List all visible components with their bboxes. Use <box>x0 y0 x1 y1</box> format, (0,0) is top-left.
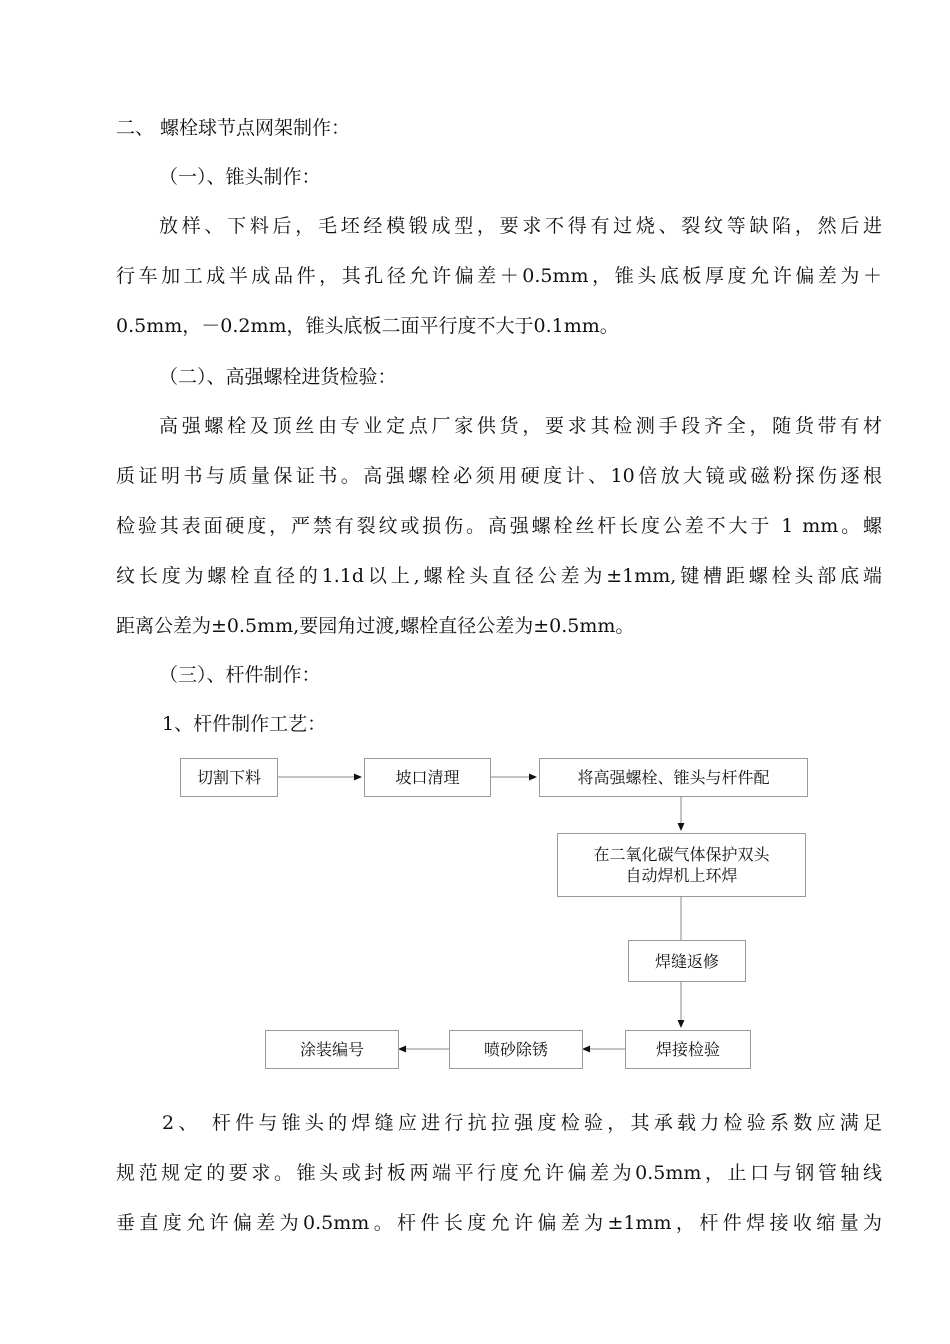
paragraph-line: 距离公差为±0.5mm,要园角过渡,螺栓直径公差为±0.5mm。 <box>116 615 635 637</box>
paragraph-line: 纹长度为螺栓直径的1.1d以上,螺栓头直径公差为±1mm,键槽距螺栓头部底端 <box>116 565 882 587</box>
paragraph-line: 2、 杆件与锥头的焊缝应进行抗拉强度检验，其承载力检验系数应满足 <box>162 1112 882 1134</box>
flow-step-weld-line2: 自动焊机上环焊 <box>625 866 738 885</box>
flow-step-weld-line1: 在二氧化碳气体保护双头 <box>593 845 770 864</box>
flow-step-cut: 切割下料 <box>180 758 278 797</box>
paragraph-line: 垂直度允许偏差为0.5mm。杆件长度允许偏差为±1mm，杆件焊接收缩量为 <box>116 1212 882 1234</box>
subsection-title-cone-head: （一）、锥头制作： <box>159 166 321 188</box>
flow-step-repair: 焊缝返修 <box>628 940 746 982</box>
section-title: 二、 螺栓球节点网架制作： <box>116 117 351 139</box>
flow-step-bevel: 坡口清理 <box>364 758 491 797</box>
subsection-title-bolt-inspection: （二）、高强螺栓进货检验： <box>159 366 397 388</box>
paragraph-line: 放样、下料后，毛坯经模锻成型，要求不得有过烧、裂纹等缺陷，然后进 <box>159 215 882 237</box>
paragraph-line: 0.5mm，－0.2mm，锥头底板二面平行度不大于0.1mm。 <box>116 315 619 337</box>
flow-step-inspect: 焊接检验 <box>625 1030 751 1069</box>
flow-step-paint: 涂装编号 <box>265 1030 399 1069</box>
paragraph-line: 规范规定的要求。锥头或封板两端平行度允许偏差为0.5mm，止口与钢管轴线 <box>116 1162 882 1184</box>
paragraph-line: 高强螺栓及顶丝由专业定点厂家供货，要求其检测手段齐全，随货带有材 <box>159 415 882 437</box>
paragraph-line: 质证明书与质量保证书。高强螺栓必须用硬度计、10倍放大镜或磁粉探伤逐根 <box>116 465 882 487</box>
flow-step-weld <box>557 833 806 897</box>
paragraph-line: 行车加工成半成品件，其孔径允许偏差＋0.5mm，锥头底板厚度允许偏差为＋ <box>116 265 882 287</box>
flow-step-assemble: 将高强螺栓、锥头与杆件配 <box>539 758 808 797</box>
step-title-process: 1、杆件制作工艺： <box>162 713 327 735</box>
flow-step-sandblast: 喷砂除锈 <box>449 1030 583 1069</box>
paragraph-line: 检验其表面硬度，严禁有裂纹或损伤。高强螺栓丝杆长度公差不大于 1 mm。螺 <box>116 515 882 537</box>
subsection-title-rod-fabrication: （三）、杆件制作： <box>159 664 321 686</box>
